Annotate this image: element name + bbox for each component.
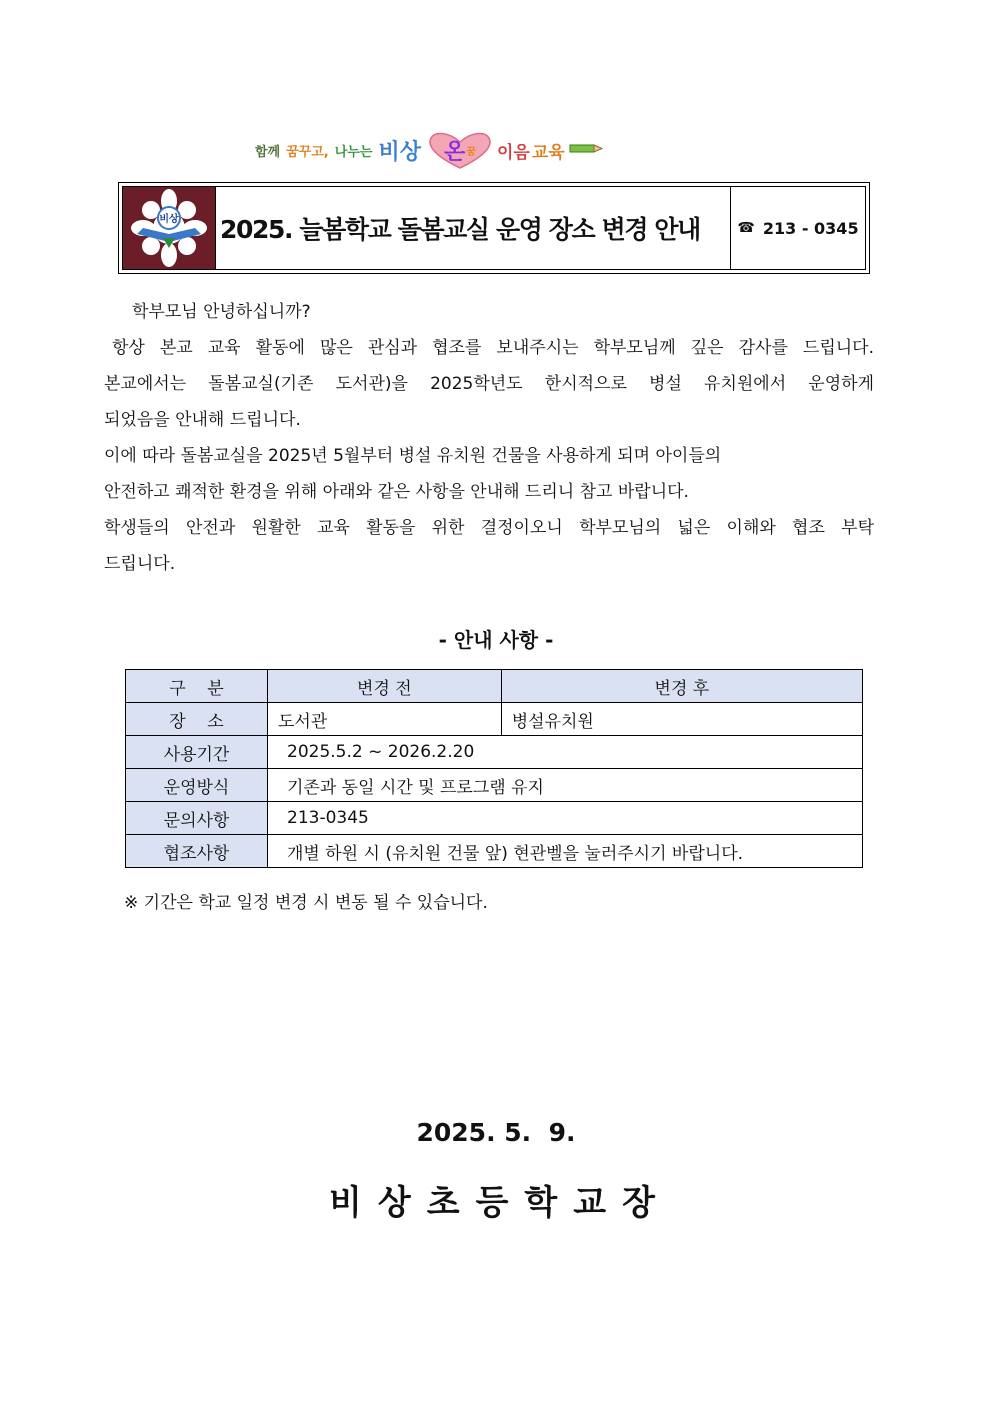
- table-row: [126, 802, 863, 835]
- row-value: 213-0345: [268, 802, 863, 835]
- contact-phone: [731, 187, 865, 269]
- table-row: [126, 703, 863, 736]
- logo-text: 비상: [159, 214, 179, 225]
- header-after: 변경 후: [654, 678, 710, 699]
- document-title: 2025. 늘봄학교 돌봄교실 운영 장소 변경 안내: [216, 187, 731, 269]
- slogan-word: 비상: [378, 139, 421, 165]
- body-line: 이에 따라 돌봄교실을 2025년 5월부터 병설 유치원 건물을 사용하게 되며 아이들의: [104, 446, 722, 466]
- school-emblem-icon: [127, 188, 211, 268]
- row-label: 문의사항: [126, 802, 268, 835]
- row-label: 사용기간: [126, 736, 268, 769]
- header-before: 변경 전: [357, 678, 412, 699]
- body-line: 본교에서는 돌봄교실(기존 도서관)을 2025학년도 한시적으로 병설 유치원에서 운영하게: [104, 374, 874, 394]
- pencil-icon: [569, 139, 603, 161]
- slogan-word: 꿈: [466, 146, 476, 158]
- slogan-word: 교육: [531, 142, 565, 163]
- row-label: [126, 703, 268, 736]
- place-before: 도서관: [268, 703, 502, 736]
- place-label: 장 소: [169, 711, 224, 732]
- body-line: 되었음을 안내해 드립니다.: [104, 410, 301, 430]
- school-logo: [123, 187, 216, 269]
- table-row: [126, 736, 863, 769]
- letter-body: [104, 294, 874, 582]
- title-box: [118, 182, 870, 274]
- row-value: 기존과 동일 시간 및 프로그램 유지: [268, 769, 863, 802]
- slogan-word: 이음: [496, 142, 530, 163]
- slogan-word: 함께: [255, 144, 281, 160]
- table-row: [126, 670, 863, 703]
- phone-icon: ☎: [737, 220, 755, 236]
- slogan-word: 꿈꾸고,: [286, 144, 329, 160]
- place-after: 병설유치원: [501, 703, 862, 736]
- slogan-word: 온: [443, 139, 466, 165]
- school-principal: 비상초등학교장: [329, 1183, 671, 1223]
- table-header-cell: [268, 670, 502, 703]
- table-header-cell: [501, 670, 862, 703]
- body-line: 항상 본교 교육 활동에 많은 관심과 협조를 보내주시는 학부모님께 깊은 감사를 드립니다.: [112, 338, 874, 358]
- slogan-word: 나누는: [334, 144, 373, 160]
- row-value: 2025.5.2 ~ 2026.2.20: [268, 736, 863, 769]
- footnote: ※ 기간은 학교 일정 변경 시 변동 될 수 있습니다.: [124, 893, 488, 913]
- notice-table: [125, 669, 863, 868]
- row-value: 개별 하원 시 (유치원 건물 앞) 현관벨을 눌러주시기 바랍니다.: [268, 835, 863, 868]
- body-line: 학생들의 안전과 원활한 교육 활동을 위한 결정이오니 학부모님의 넓은 이해와 협조 부탁: [104, 518, 874, 538]
- table-header-cell: [126, 670, 268, 703]
- table-row: [126, 769, 863, 802]
- slogan-banner: [255, 128, 740, 172]
- notice-title: - 안내 사항 -: [438, 628, 554, 652]
- body-line: 드립니다.: [104, 554, 176, 574]
- heart-icon: [425, 130, 495, 170]
- row-label: 협조사항: [126, 835, 268, 868]
- body-line: 안전하고 쾌적한 환경을 위해 아래와 같은 사항을 안내해 드리니 참고 바랍니다.: [104, 482, 689, 502]
- header-category: 구 분: [169, 678, 224, 699]
- issue-date: 2025. 5. 9.: [416, 1118, 576, 1147]
- row-label: 운영방식: [126, 769, 268, 802]
- table-row: [126, 835, 863, 868]
- phone-number: 213 - 0345: [762, 218, 859, 238]
- greeting: 학부모님 안녕하십니까?: [132, 302, 311, 322]
